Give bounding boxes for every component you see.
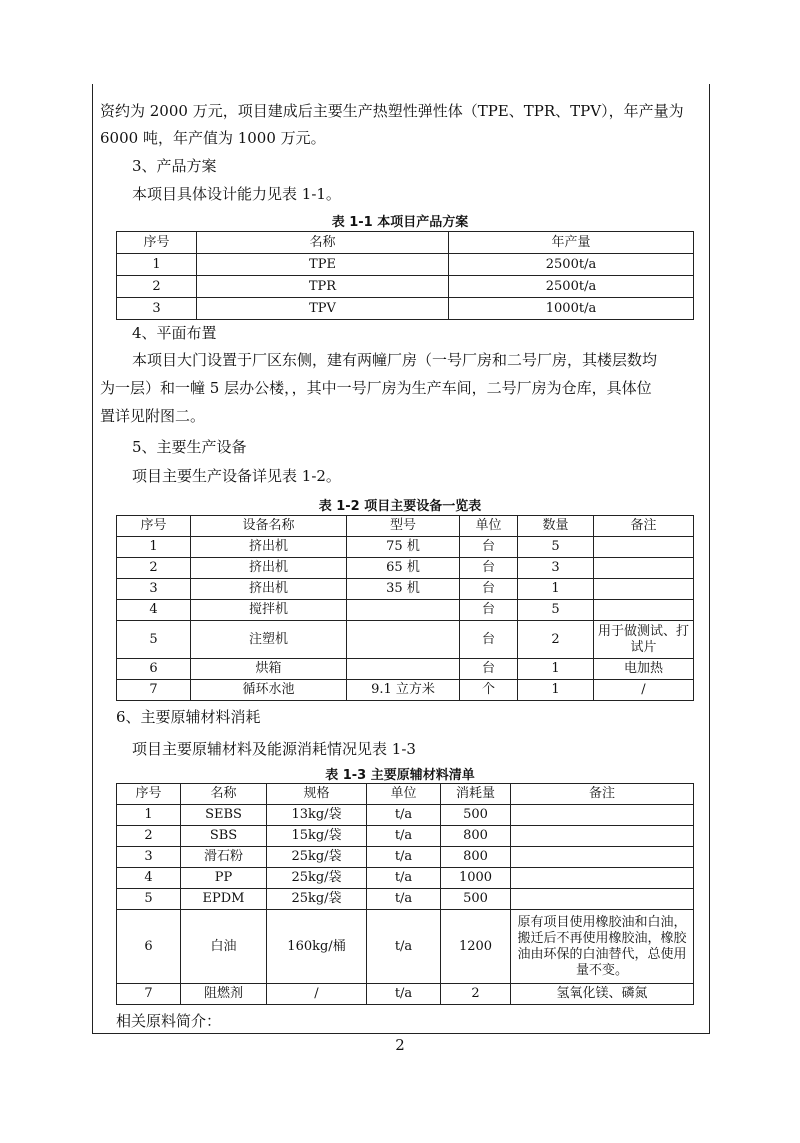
section-heading: 6、主要原辅材料消耗 [116,708,261,726]
table-cell: 注塑机 [191,621,347,659]
table-row [117,254,694,276]
table-cell: 1 [117,537,191,558]
table-cell: t/a [367,868,441,889]
table-header-row [117,784,694,805]
table-cell: 挤出机 [191,579,347,600]
table-cell: 烘箱 [191,659,347,680]
table-cell: 500 [441,889,511,910]
table-cell: 4 [117,868,181,889]
table-cell: 7 [117,984,181,1005]
table-cell: 台 [460,579,518,600]
paragraph-line: 置详见附图二。 [100,407,206,425]
table-cell: t/a [367,910,441,984]
table-cell: 2 [117,558,191,579]
table-caption: 表 1-2 项目主要设备一览表 [318,499,482,514]
table-cell: t/a [367,826,441,847]
table-cell [511,805,694,826]
table-cell: / [594,680,694,701]
table-row [117,826,694,847]
table-cell: 6 [117,910,181,984]
table-cell: 3 [117,847,181,868]
table-cell: 9.1 立方米 [347,680,460,701]
table-cell: 挤出机 [191,558,347,579]
table-cell: 1000t/a [449,298,694,320]
table-cell: 5 [117,889,181,910]
table-row [117,910,694,984]
table-cell: 2 [518,621,594,659]
table-header-cell: 名称 [197,232,449,254]
table-cell: 3 [518,558,594,579]
table-header-cell: 备注 [594,516,694,537]
table-caption: 表 1-3 主要原辅材料清单 [325,768,475,783]
table-header-row [117,516,694,537]
table-cell: 25kg/袋 [267,889,367,910]
table-row [117,847,694,868]
table-cell: 2500t/a [449,254,694,276]
table-cell: 2500t/a [449,276,694,298]
paragraph-line: 相关原料简介： [116,1012,222,1030]
table-cell: 160kg/桶 [267,910,367,984]
table-cell: t/a [367,984,441,1005]
table-cell: 5 [117,621,191,659]
table-header-cell: 型号 [347,516,460,537]
table-cell: SEBS [181,805,267,826]
table-cell: t/a [367,847,441,868]
table-cell: 1 [117,254,197,276]
table-cell: t/a [367,889,441,910]
table-header-cell: 序号 [117,784,181,805]
table-cell: 75 机 [347,537,460,558]
table-cell: 搅拌机 [191,600,347,621]
table-header-cell: 序号 [117,516,191,537]
table-cell: 台 [460,600,518,621]
table-cell: 1 [518,579,594,600]
table-cell: 25kg/袋 [267,847,367,868]
table-cell [594,537,694,558]
table-cell: PP [181,868,267,889]
table-cell: 15kg/袋 [267,826,367,847]
table-caption: 表 1-1 本项目产品方案 [331,215,469,230]
table-cell: 台 [460,659,518,680]
table-cell: 800 [441,847,511,868]
table-cell: TPE [197,254,449,276]
table-cell: 1 [518,659,594,680]
paragraph-line: 为一层）和一幢 5 层办公楼，，其中一号厂房为生产车间，二号厂房为仓库，具体位 [100,379,652,397]
table-cell: 滑石粉 [181,847,267,868]
table-cell: 白油 [181,910,267,984]
table-cell [511,826,694,847]
table-cell [594,600,694,621]
table-cell [594,579,694,600]
table-cell [511,847,694,868]
paragraph-line: 项目主要生产设备详见表 1-2。 [132,467,341,485]
table-cell: 1 [518,680,594,701]
table-cell [511,868,694,889]
table-header-cell: 数量 [518,516,594,537]
table-header-cell: 序号 [117,232,197,254]
table-cell: 循环水池 [191,680,347,701]
paragraph-line: 项目主要原辅材料及能源消耗情况见表 1-3 [132,740,416,758]
table-row [117,659,694,680]
table-cell: 阻燃剂 [181,984,267,1005]
table-row [117,984,694,1005]
table-row [117,868,694,889]
table-cell [511,889,694,910]
table-row [117,558,694,579]
table-cell: 13kg/袋 [267,805,367,826]
table-cell: 氢氧化镁、磷氮 [511,984,694,1005]
page-number: 2 [395,1036,405,1054]
table-row [117,537,694,558]
section-heading: 5、主要生产设备 [132,438,247,456]
table-cell: 用于做测试、打试片 [594,621,694,659]
table-cell: 台 [460,621,518,659]
table-row [117,276,694,298]
table-cell [347,600,460,621]
table-row [117,680,694,701]
table-cell: 500 [441,805,511,826]
section-heading: 4、平面布置 [132,324,217,342]
paragraph-line: 资约为 2000 万元，项目建成后主要生产热塑性弹性体（TPE、TPR、TPV），年产量为 [100,102,684,120]
table-row [117,298,694,320]
table-header-cell: 备注 [511,784,694,805]
table-header-cell: 消耗量 [441,784,511,805]
table-cell: 2 [117,276,197,298]
table-cell: TPR [197,276,449,298]
table-cell: 台 [460,558,518,579]
table-header-cell: 设备名称 [191,516,347,537]
table-cell: 个 [460,680,518,701]
table-cell: 6 [117,659,191,680]
equipment-table [116,515,694,701]
table-cell [347,659,460,680]
table-header-cell: 规格 [267,784,367,805]
table-cell: SBS [181,826,267,847]
table-cell: 台 [460,537,518,558]
table-cell: 1000 [441,868,511,889]
table-cell [347,621,460,659]
table-cell: 3 [117,579,191,600]
table-cell: TPV [197,298,449,320]
table-header-row [117,232,694,254]
table-cell: 1200 [441,910,511,984]
table-row [117,600,694,621]
table-cell: 4 [117,600,191,621]
paragraph-line: 6000 吨，年产值为 1000 万元。 [100,129,326,147]
table-cell: 800 [441,826,511,847]
table-cell: 5 [518,537,594,558]
table-row [117,805,694,826]
table-header-cell: 单位 [460,516,518,537]
table-header-cell: 名称 [181,784,267,805]
table-cell: 2 [117,826,181,847]
table-cell: 25kg/袋 [267,868,367,889]
materials-table [116,783,694,1005]
table-cell: t/a [367,805,441,826]
table-cell: 挤出机 [191,537,347,558]
table-cell: 5 [518,600,594,621]
product-table [116,231,694,320]
table-row [117,621,694,659]
table-row [117,889,694,910]
table-header-cell: 年产量 [449,232,694,254]
table-cell: 2 [441,984,511,1005]
table-cell: EPDM [181,889,267,910]
section-heading: 3、产品方案 [132,157,217,175]
paragraph-line: 本项目大门设置于厂区东侧，建有两幢厂房（一号厂房和二号厂房，其楼层数均 [132,351,658,369]
table-cell: 1 [117,805,181,826]
table-cell: 原有项目使用橡胶油和白油，搬迁后不再使用橡胶油，橡胶油由环保的白油替代，总使用量不变。 [511,910,694,984]
table-cell: 7 [117,680,191,701]
table-cell: 电加热 [594,659,694,680]
table-cell: / [267,984,367,1005]
table-cell [594,558,694,579]
table-row [117,579,694,600]
table-cell: 65 机 [347,558,460,579]
table-cell: 35 机 [347,579,460,600]
table-cell: 3 [117,298,197,320]
table-header-cell: 单位 [367,784,441,805]
paragraph-line: 本项目具体设计能力见表 1-1。 [132,185,341,203]
